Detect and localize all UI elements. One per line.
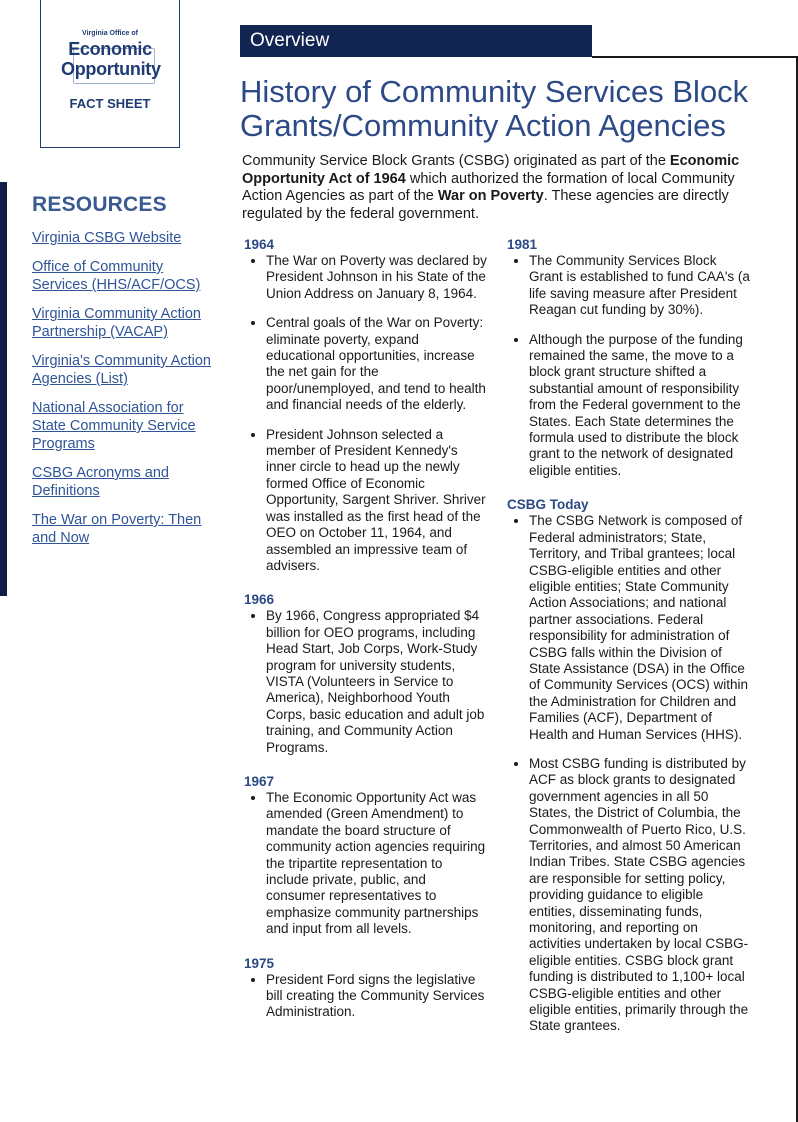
bullet-item: • President Ford signs the legislative bill creating the Community Services Administration. <box>266 972 488 1021</box>
bullet-list <box>507 513 751 1035</box>
fact-sheet-label: FACT SHEET <box>69 96 151 111</box>
bullet-item: • Central goals of the War on Poverty: eliminate poverty, expand educational opportunities, increase the net gain for the poor/unemployed, and tend to health and financial needs of the elderly. <box>266 315 488 413</box>
timeline-section <box>244 774 488 938</box>
bullet-item: • Although the purpose of the funding remained the same, the move to a block grant structure shifted a substantial amount of responsibility from the Federal government to the States. Each State determines the formula used to distribute the block grant to the network of designated eligible entities. <box>529 332 751 480</box>
timeline-section <box>244 592 488 756</box>
logo-line-2: Economic <box>68 39 152 59</box>
resource-link-acronyms[interactable]: CSBG Acronyms and Definitions <box>32 465 169 499</box>
bullet-item: • The War on Poverty was declared by President Johnson in his State of the Union Address on January 8, 1964. <box>266 253 488 302</box>
intro-paragraph <box>242 153 754 223</box>
resource-link-ocs[interactable]: Office of Community Services (HHS/ACF/OCS) <box>32 259 201 293</box>
bullet-list <box>244 608 488 756</box>
bullet-list <box>244 972 488 1021</box>
section-header-bar <box>240 25 592 57</box>
page-title: History of Community Services Block Grants/Community Action Agencies <box>240 74 749 143</box>
bullet-item: • The Community Services Block Grant is established to fund CAA's (a life saving measure after President Reagan cut funding by 30%). <box>529 253 751 319</box>
bullet-item: • By 1966, Congress appropriated $4 billion for OEO programs, including Head Start, Job Corps, Work-Study program for university students, VISTA (Volunteers in Service to America), Neighborhood Youth Corps, basic education and adult job training, and Community Action Programs. <box>266 608 488 756</box>
timeline-column-left <box>244 237 488 1039</box>
resource-link-nascsp[interactable]: National Association for State Community Service Programs <box>32 400 196 452</box>
bullet-list <box>244 253 488 574</box>
timeline-section <box>244 956 488 1021</box>
bullet-list <box>507 253 751 479</box>
resource-link-vacap[interactable]: Virginia Community Action Partnership (VACAP) <box>32 306 201 340</box>
section-header-label: Overview <box>250 30 330 51</box>
intro-text-1: Community Service Block Grants (CSBG) originated as part of the <box>242 153 670 169</box>
resources-list <box>32 229 212 558</box>
resource-link-csbg-website[interactable]: Virginia CSBG Website <box>32 230 182 246</box>
header-divider <box>592 56 798 58</box>
agency-logo <box>61 28 159 82</box>
logo-line-1: Virginia Office of <box>82 30 138 37</box>
bullet-item: • President Johnson selected a member of President Kennedy's inner circle to head up the newly formed Office of Economic Opportunity, Sargent Shriver. Shriver was installed as the first head of the OEO on October 11, 1964, and assembled an impressive team of advisers. <box>266 427 488 575</box>
section-year: 1966 <box>244 592 275 608</box>
bullet-list <box>244 790 488 938</box>
intro-bold-act: Economic Opportunity Act of 1964 <box>242 153 740 187</box>
bullet-item: • The Economic Opportunity Act was amended (Green Amendment) to mandate the board structure of community action agencies requiring the tripartite representation to include private, public, and consumer representatives to emphasize community partnerships and input from all levels. <box>266 790 488 938</box>
bullet-item: • The CSBG Network is composed of Federal administrators; State, Territory, and Tribal grantees; local CSBG-eligible entities and other eligible entities; State Community Action Associations; and national partner associations. Federal responsibility for administration of CSBG falls within the Division of State Assistance (DSA) in the Office of Community Services (OCS) within the Administration for Children and Families (ACF), Department of Health and Human Services (HHS). <box>529 513 751 743</box>
logo-line-3: Opportunity <box>61 59 161 79</box>
resources-heading: RESOURCES <box>32 193 167 216</box>
right-page-rule <box>796 57 798 1122</box>
fact-sheet-logo-box <box>40 0 180 148</box>
section-year: 1975 <box>244 955 275 971</box>
timeline-section <box>244 237 488 574</box>
resource-link-caa-list[interactable]: Virginia's Community Action Agencies (List) <box>32 353 211 387</box>
sidebar-accent-bar <box>0 182 7 596</box>
intro-bold-war: War on Poverty <box>437 188 544 204</box>
intro-text-3: . These agencies are directly regulated by the federal government. <box>242 188 729 222</box>
section-year: CSBG Today <box>507 497 589 513</box>
section-year: 1981 <box>507 237 538 252</box>
timeline-section <box>507 497 751 1035</box>
bullet-item: • Most CSBG funding is distributed by ACF as block grants to designated government agencies in all 50 States, the District of Columbia, the Commonwealth of Puerto Rico, U.S. Territories, and almost 50 American Indian Tribes. State CSBG agencies are responsible for setting policy, providing guidance to eligible entities, disseminating funds, monitoring, and reporting on activities undertaken by local CSBG-eligible entities. CSBG block grant funding is distributed to 1,100+ local CSBG-eligible entities and other eligible entities, primarily through the State grantees. <box>529 756 751 1035</box>
section-year: 1967 <box>244 773 275 789</box>
timeline-column-right <box>507 237 751 1053</box>
resource-link-war-on-poverty[interactable]: The War on Poverty: Then and Now <box>32 512 202 546</box>
intro-text-2: which authorized the formation of local Community Action Agencies as part of the <box>242 170 735 204</box>
section-year: 1964 <box>244 237 275 252</box>
timeline-section <box>507 237 751 479</box>
